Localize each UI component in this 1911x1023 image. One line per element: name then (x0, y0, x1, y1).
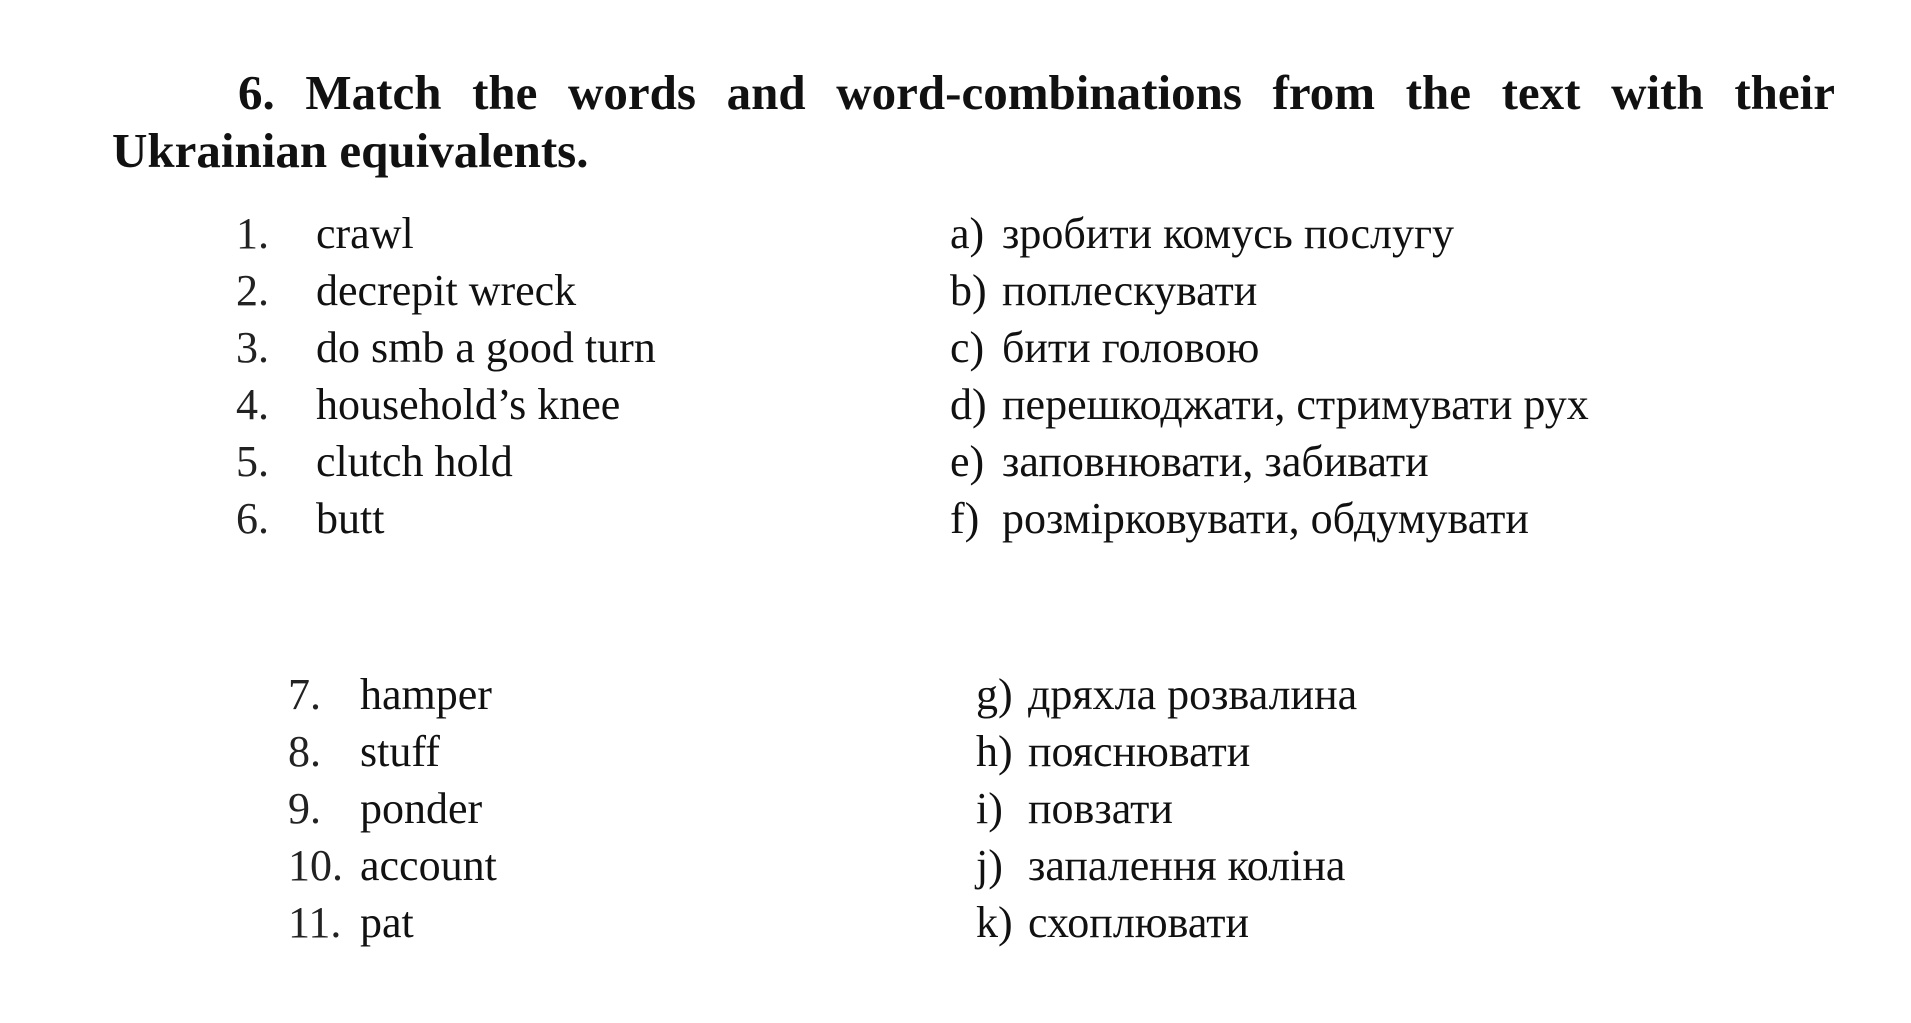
translation-list-2 (976, 666, 1357, 951)
term-item (288, 780, 497, 837)
translation-list-1 (950, 205, 1589, 547)
translation-letter: c) (950, 323, 985, 372)
translation-text: запалення коліна (1028, 841, 1346, 890)
term-text: clutch hold (316, 437, 513, 486)
term-text: account (360, 841, 497, 890)
translation-item (976, 894, 1357, 951)
translation-item (950, 433, 1589, 490)
term-list-2 (288, 666, 497, 951)
translation-letter: e) (950, 437, 985, 486)
translation-item (950, 205, 1589, 262)
term-item (288, 837, 497, 894)
translation-letter: f) (950, 494, 980, 543)
task-heading (112, 64, 1835, 180)
translation-text: дряхла розвалина (1028, 670, 1358, 719)
translation-text: повзати (1028, 784, 1173, 833)
term-item (288, 666, 497, 723)
term-number: 11. (288, 898, 342, 947)
translation-letter: a) (950, 209, 985, 258)
term-text: do smb a good turn (316, 323, 656, 372)
term-number: 1. (236, 209, 269, 258)
translation-letter: b) (950, 266, 987, 315)
translation-text: заповнювати, забивати (1002, 437, 1429, 486)
term-list-1 (236, 205, 656, 547)
term-text: stuff (360, 727, 440, 776)
term-text: pat (360, 898, 414, 947)
task-number: 6. (238, 65, 275, 120)
task-instruction: Match the words and word-combinations from the text with their Ukrainian equivalents. (112, 65, 1835, 178)
translation-text: перешкоджати, стримувати рух (1002, 380, 1589, 429)
term-number: 4. (236, 380, 269, 429)
term-number: 7. (288, 670, 321, 719)
translation-text: розмірковувати, обдумувати (1002, 494, 1529, 543)
term-item (236, 262, 656, 319)
term-text: hamper (360, 670, 492, 719)
term-text: decrepit wreck (316, 266, 577, 315)
term-number: 2. (236, 266, 269, 315)
translation-text: пояснювати (1028, 727, 1251, 776)
translation-item (976, 780, 1357, 837)
term-number: 10. (288, 841, 343, 890)
translation-letter: k) (976, 898, 1013, 947)
translation-item (950, 262, 1589, 319)
term-text: crawl (316, 209, 414, 258)
translation-text: зробити комусь послугу (1002, 209, 1455, 258)
term-item (236, 376, 656, 433)
term-number: 5. (236, 437, 269, 486)
translation-text: поплескувати (1002, 266, 1258, 315)
translation-letter: d) (950, 380, 987, 429)
translation-text: бити головою (1002, 323, 1260, 372)
term-number: 3. (236, 323, 269, 372)
term-number: 8. (288, 727, 321, 776)
translation-letter: g) (976, 670, 1013, 719)
term-text: ponder (360, 784, 483, 833)
term-text: butt (316, 494, 385, 543)
translation-letter: j) (976, 841, 1003, 890)
translation-item (976, 723, 1357, 780)
term-number: 6. (236, 494, 269, 543)
translation-item (950, 319, 1589, 376)
translation-item (976, 837, 1357, 894)
term-item (236, 433, 656, 490)
term-item (236, 319, 656, 376)
term-text: household’s knee (316, 380, 621, 429)
translation-text: схоплювати (1028, 898, 1250, 947)
translation-letter: i) (976, 784, 1003, 833)
translation-item (950, 490, 1589, 547)
translation-item (950, 376, 1589, 433)
term-item (236, 205, 656, 262)
translation-item (976, 666, 1357, 723)
term-item (288, 723, 497, 780)
term-item (236, 490, 656, 547)
term-number: 9. (288, 784, 321, 833)
term-item (288, 894, 497, 951)
translation-letter: h) (976, 727, 1013, 776)
